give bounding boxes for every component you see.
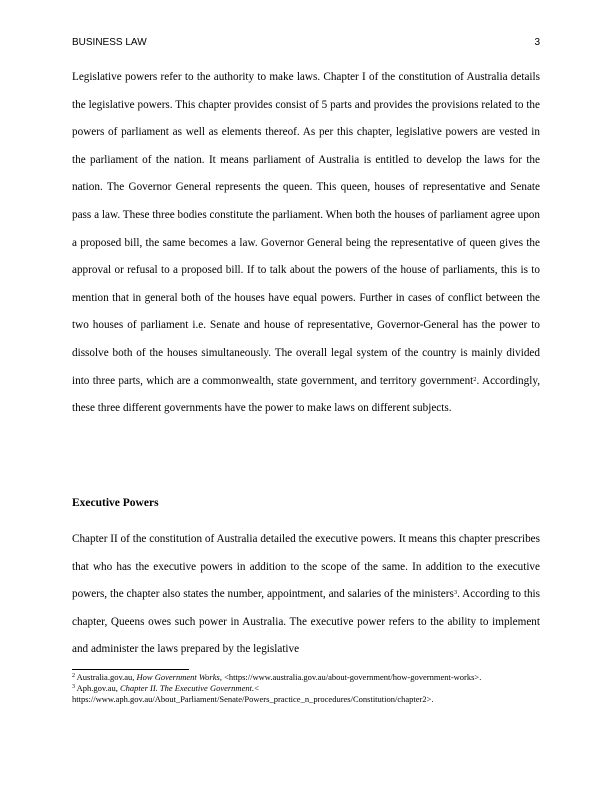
- executive-powers-paragraph: [72, 526, 540, 664]
- footnote-url[interactable]: < https://www.aph.gov.au/About_Parliament/Senate/Powers_practice_n_procedures/Constitution/chapter2>.: [72, 683, 434, 705]
- footnote-source: Aph.gov.au,: [75, 683, 121, 694]
- footnote-reference[interactable]: 3: [453, 589, 458, 597]
- footnote-title: How Government Works: [136, 672, 220, 682]
- footnote-reference[interactable]: 2: [473, 375, 477, 383]
- footnote-source: Australia.gov.au,: [75, 672, 137, 682]
- footnote-title: Chapter II. The Executive Government.: [120, 683, 255, 694]
- footnote-separator: [72, 669, 189, 670]
- paragraph-text: . Accordingly, these three different governments have the power to make laws on different subjects.: [72, 374, 540, 415]
- section-heading: Executive Powers: [72, 497, 159, 509]
- paragraph-text: . According to this chapter, Queens owes such power in Australia. The executive power refers to the ability to implement and administer the laws prepared by the legislative: [72, 588, 540, 656]
- footnote-2: [72, 672, 540, 683]
- footnotes: [72, 672, 540, 706]
- legislative-powers-paragraph: [72, 64, 540, 423]
- running-head: BUSINESS LAW: [72, 37, 147, 48]
- page-header: [72, 36, 540, 50]
- page-number: 3: [534, 37, 540, 48]
- paragraph-text: Chapter II of the constitution of Australia detailed the executive powers. It means this chapter prescribes that who has the executive powers in addition to the scope of the same. In addition to the executive powers, the chapter also states the number, appointment, and salaries of the ministers: [72, 533, 540, 601]
- paragraph-text: Legislative powers refer to the authority to make laws. Chapter I of the constitution of Australia details the legislative powers. This chapter provides consist of 5 parts and provides the provisions related to the powers of parliament as well as elements thereof. As per this chapter, legislative powers are vested in the parliament of the nation. It means parliament of Australia is entitled to develop the laws for the nation. The Governor General represents the queen. This queen, houses of representative and Senate pass a law. These three bodies constitute the parliament. When both the houses of parliament agree upon a proposed bill, the same becomes a law. Governor General being the representative of queen gives the approval or refusal to a proposed bill. If to talk about the powers of the house of parliaments, this is to mention that in general both of the houses have equal powers. Further in cases of conflict between the two houses of parliament i.e. Senate and house of representative, Governor-General has the power to dissolve both of the houses simultaneously. The overall legal system of the country is mainly divided into three parts, which are a commonwealth, state government, and territory government: [72, 71, 540, 387]
- footnote-3: [72, 683, 540, 705]
- footnote-number: 3: [72, 684, 75, 691]
- footnote-url[interactable]: , <https://www.australia.gov.au/about-government/how-government-works>.: [219, 672, 482, 682]
- footnote-number: 2: [72, 673, 75, 679]
